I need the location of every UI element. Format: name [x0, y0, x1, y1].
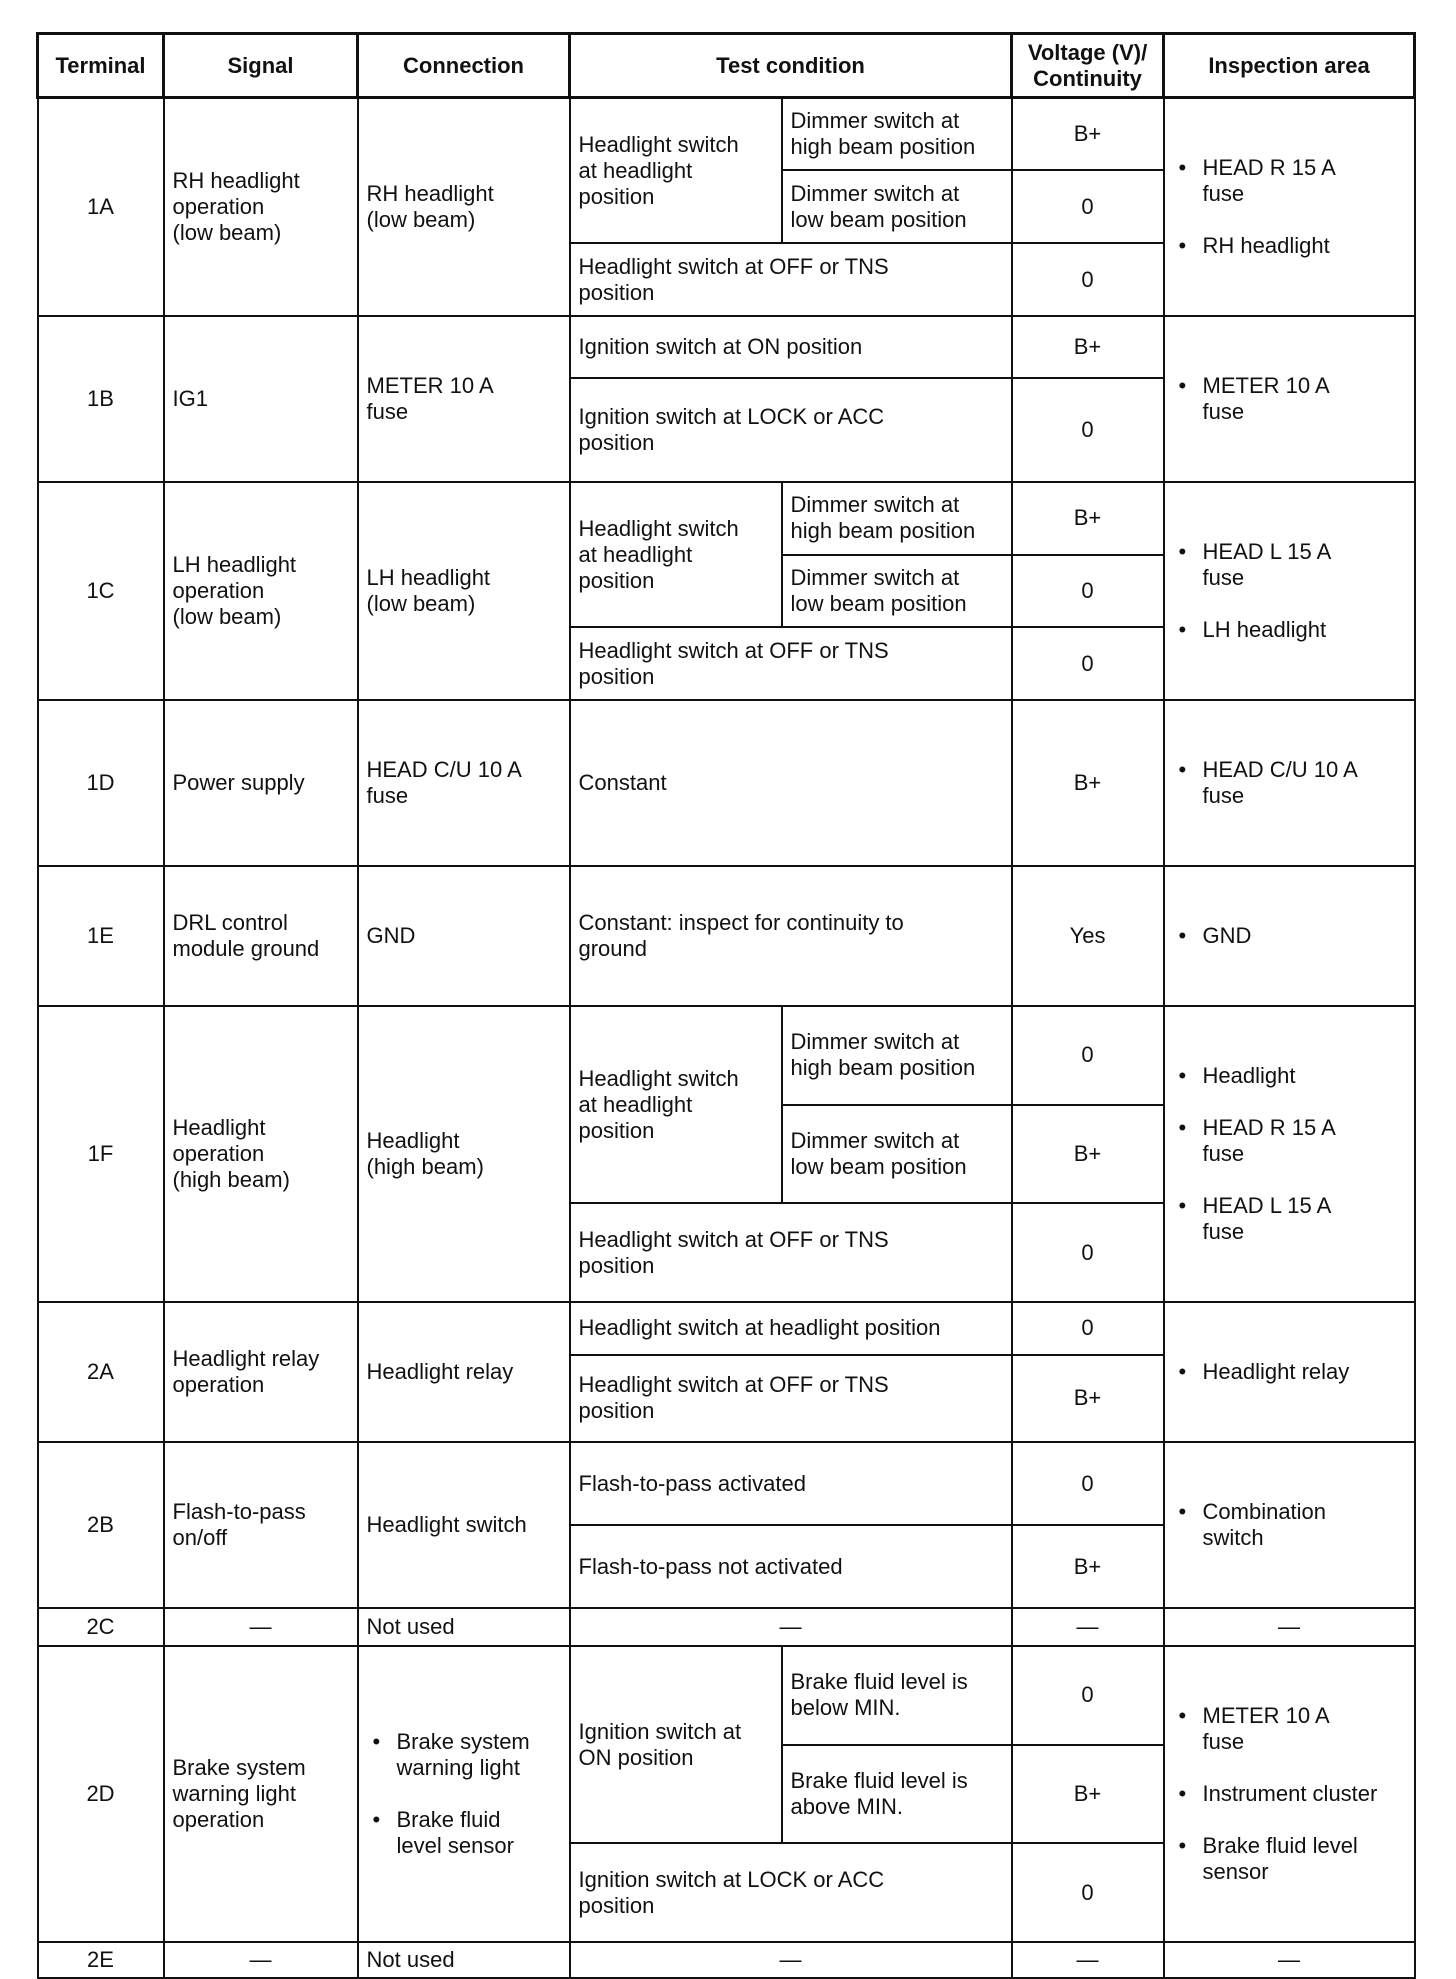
- condition-cell: Headlight switch at OFF or TNS position: [570, 627, 1012, 700]
- header-test-condition: Test condition: [570, 34, 1012, 98]
- voltage-cell: B+: [1012, 1745, 1164, 1844]
- table-row: [38, 1006, 1415, 1105]
- table-row: [38, 98, 1415, 171]
- inspection-cell: [1164, 700, 1415, 866]
- voltage-cell: 0: [1012, 378, 1164, 482]
- voltage-cell: —: [1012, 1942, 1164, 1978]
- signal-cell: LH headlight operation (low beam): [164, 482, 358, 700]
- voltage-cell: B+: [1012, 1105, 1164, 1204]
- signal-cell: —: [164, 1942, 358, 1978]
- inspection-list: [1173, 129, 1406, 285]
- list-item: • RH headlight: [1173, 233, 1406, 259]
- condition-cell: Headlight switch at headlight position: [570, 98, 782, 244]
- condition-subcell: Brake fluid level is above MIN.: [782, 1745, 1012, 1844]
- connection-cell: Headlight switch: [358, 1442, 570, 1608]
- condition-cell: Headlight switch at headlight position: [570, 1006, 782, 1203]
- condition-cell: Flash-to-pass not activated: [570, 1525, 1012, 1608]
- list-item: • HEAD R 15 A fuse: [1173, 1115, 1406, 1167]
- voltage-cell: 0: [1012, 1646, 1164, 1745]
- signal-cell: Headlight relay operation: [164, 1302, 358, 1442]
- connection-cell: Headlight (high beam): [358, 1006, 570, 1302]
- voltage-cell: 0: [1012, 243, 1164, 316]
- condition-cell: Ignition switch at ON position: [570, 1646, 782, 1843]
- voltage-cell: B+: [1012, 1525, 1164, 1608]
- header-terminal: Terminal: [38, 34, 164, 98]
- voltage-cell: B+: [1012, 98, 1164, 171]
- voltage-cell: B+: [1012, 700, 1164, 866]
- inspection-cell: —: [1164, 1942, 1415, 1978]
- voltage-cell: 0: [1012, 1203, 1164, 1302]
- list-item: • Instrument cluster: [1173, 1781, 1406, 1807]
- condition-cell: Headlight switch at OFF or TNS position: [570, 1203, 1012, 1302]
- signal-cell: Headlight operation (high beam): [164, 1006, 358, 1302]
- list-item: • METER 10 A fuse: [1173, 373, 1406, 425]
- inspection-list: [1173, 513, 1406, 669]
- terminal-cell: 1C: [38, 482, 164, 700]
- list-item: • HEAD R 15 A fuse: [1173, 155, 1406, 207]
- terminal-cell: 2C: [38, 1608, 164, 1646]
- condition-cell: —: [570, 1608, 1012, 1646]
- list-item: • Brake fluid level sensor: [1173, 1833, 1406, 1885]
- voltage-cell: 0: [1012, 627, 1164, 700]
- inspection-cell: [1164, 1646, 1415, 1942]
- signal-cell: DRL control module ground: [164, 866, 358, 1006]
- list-item: • HEAD L 15 A fuse: [1173, 1193, 1406, 1245]
- header-signal: Signal: [164, 34, 358, 98]
- inspection-list: [1173, 1473, 1406, 1577]
- voltage-cell: —: [1012, 1608, 1164, 1646]
- condition-cell: Ignition switch at ON position: [570, 316, 1012, 378]
- header-voltage: Voltage (V)/ Continuity: [1012, 34, 1164, 98]
- signal-cell: RH headlight operation (low beam): [164, 98, 358, 317]
- inspection-cell: [1164, 1442, 1415, 1608]
- list-item: • Headlight: [1173, 1063, 1406, 1089]
- condition-subcell: Dimmer switch at low beam position: [782, 555, 1012, 628]
- condition-cell: Headlight switch at OFF or TNS position: [570, 243, 1012, 316]
- inspection-cell: [1164, 316, 1415, 482]
- list-item: • METER 10 A fuse: [1173, 1703, 1406, 1755]
- connection-cell: RH headlight (low beam): [358, 98, 570, 317]
- connection-cell: Headlight relay: [358, 1302, 570, 1442]
- condition-cell: Headlight switch at OFF or TNS position: [570, 1355, 1012, 1443]
- table-row: [38, 1942, 1415, 1978]
- terminal-cell: 2D: [38, 1646, 164, 1942]
- signal-cell: Power supply: [164, 700, 358, 866]
- table-row: [38, 866, 1415, 1006]
- inspection-cell: —: [1164, 1608, 1415, 1646]
- list-item: • Brake system warning light: [367, 1729, 561, 1781]
- voltage-cell: 0: [1012, 1302, 1164, 1355]
- terminal-cell: 2A: [38, 1302, 164, 1442]
- list-item: • Headlight relay: [1173, 1359, 1406, 1385]
- list-item: • GND: [1173, 923, 1406, 949]
- inspection-list: [1173, 897, 1406, 975]
- inspection-cell: [1164, 98, 1415, 317]
- inspection-cell: [1164, 866, 1415, 1006]
- voltage-cell: 0: [1012, 555, 1164, 628]
- voltage-cell: 0: [1012, 170, 1164, 243]
- signal-cell: Brake system warning light operation: [164, 1646, 358, 1942]
- table-row: [38, 1442, 1415, 1525]
- terminal-inspection-table: [36, 32, 1416, 1979]
- terminal-cell: 1D: [38, 700, 164, 866]
- inspection-cell: [1164, 1302, 1415, 1442]
- table-row: [38, 482, 1415, 555]
- connection-cell: METER 10 A fuse: [358, 316, 570, 482]
- signal-cell: —: [164, 1608, 358, 1646]
- list-item: • LH headlight: [1173, 617, 1406, 643]
- voltage-cell: 0: [1012, 1843, 1164, 1942]
- list-item: • Combination switch: [1173, 1499, 1406, 1551]
- table-row: [38, 1646, 1415, 1745]
- terminal-cell: 1B: [38, 316, 164, 482]
- connection-cell: Not used: [358, 1608, 570, 1646]
- voltage-cell: B+: [1012, 482, 1164, 555]
- inspection-list: [1173, 1677, 1406, 1911]
- connection-cell: Not used: [358, 1942, 570, 1978]
- condition-subcell: Dimmer switch at high beam position: [782, 482, 1012, 555]
- voltage-cell: 0: [1012, 1006, 1164, 1105]
- signal-cell: Flash-to-pass on/off: [164, 1442, 358, 1608]
- signal-cell: IG1: [164, 316, 358, 482]
- connection-cell: GND: [358, 866, 570, 1006]
- condition-cell: Constant: [570, 700, 1012, 866]
- list-item: • HEAD L 15 A fuse: [1173, 539, 1406, 591]
- terminal-cell: 2E: [38, 1942, 164, 1978]
- connection-cell: LH headlight (low beam): [358, 482, 570, 700]
- voltage-cell: 0: [1012, 1442, 1164, 1525]
- condition-cell: —: [570, 1942, 1012, 1978]
- inspection-cell: [1164, 1006, 1415, 1302]
- connection-list: [367, 1703, 561, 1885]
- inspection-list: [1173, 347, 1406, 451]
- condition-cell: Ignition switch at LOCK or ACC position: [570, 378, 1012, 482]
- inspection-list: [1173, 1333, 1406, 1411]
- list-item: • HEAD C/U 10 A fuse: [1173, 757, 1406, 809]
- table-row: [38, 316, 1415, 378]
- inspection-list: [1173, 731, 1406, 835]
- condition-cell: Ignition switch at LOCK or ACC position: [570, 1843, 1012, 1942]
- condition-cell: Headlight switch at headlight position: [570, 1302, 1012, 1355]
- inspection-list: [1173, 1037, 1406, 1271]
- header-inspection-area: Inspection area: [1164, 34, 1415, 98]
- condition-subcell: Brake fluid level is below MIN.: [782, 1646, 1012, 1745]
- table-row: [38, 1608, 1415, 1646]
- condition-subcell: Dimmer switch at high beam position: [782, 1006, 1012, 1105]
- table-row: [38, 1302, 1415, 1355]
- condition-cell: Constant: inspect for continuity to ground: [570, 866, 1012, 1006]
- connection-cell: [358, 1646, 570, 1942]
- terminal-cell: 1F: [38, 1006, 164, 1302]
- header-connection: Connection: [358, 34, 570, 98]
- voltage-cell: B+: [1012, 1355, 1164, 1443]
- connection-cell: HEAD C/U 10 A fuse: [358, 700, 570, 866]
- inspection-cell: [1164, 482, 1415, 700]
- condition-subcell: Dimmer switch at low beam position: [782, 1105, 1012, 1204]
- condition-cell: Headlight switch at headlight position: [570, 482, 782, 627]
- condition-subcell: Dimmer switch at high beam position: [782, 98, 1012, 171]
- header-row: [38, 34, 1415, 98]
- voltage-cell: Yes: [1012, 866, 1164, 1006]
- condition-cell: Flash-to-pass activated: [570, 1442, 1012, 1525]
- condition-subcell: Dimmer switch at low beam position: [782, 170, 1012, 243]
- table-row: [38, 700, 1415, 866]
- list-item: • Brake fluid level sensor: [367, 1807, 561, 1859]
- terminal-cell: 2B: [38, 1442, 164, 1608]
- voltage-cell: B+: [1012, 316, 1164, 378]
- terminal-cell: 1A: [38, 98, 164, 317]
- terminal-cell: 1E: [38, 866, 164, 1006]
